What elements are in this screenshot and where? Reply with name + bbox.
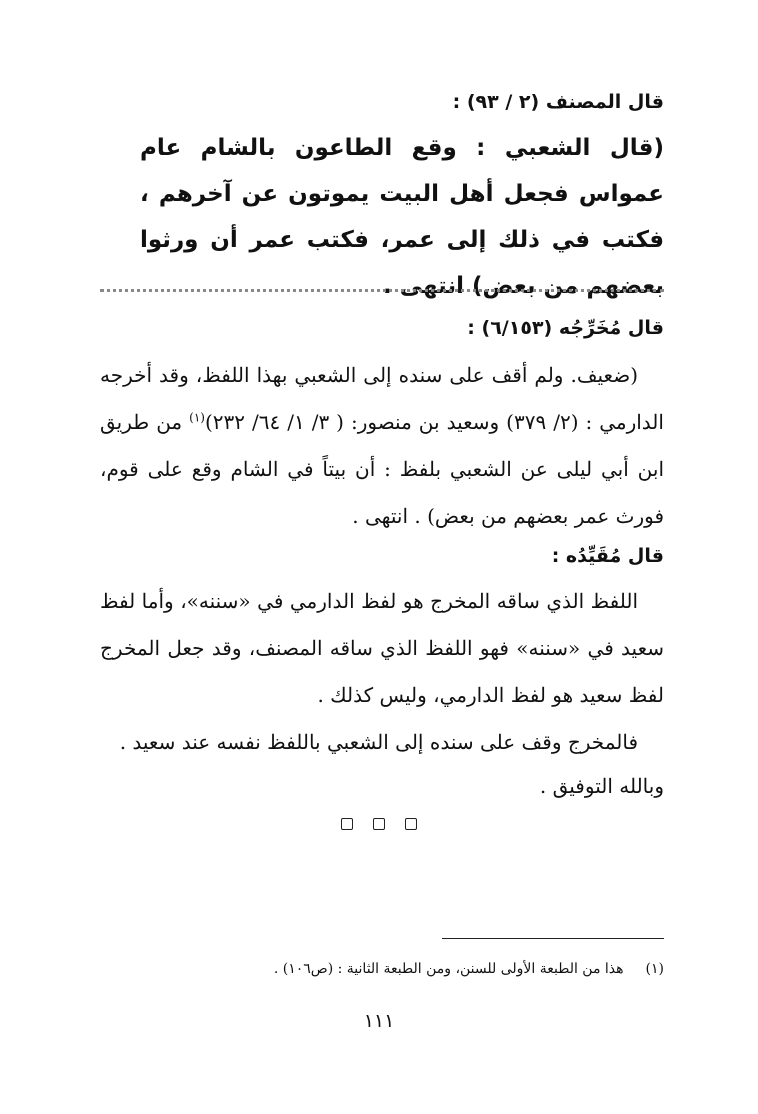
square-ornament-icon — [405, 818, 417, 830]
author-heading: قال المصنف (٢ / ٩٣) : — [452, 91, 664, 113]
mukharrij-text-part2: من طريق ابن أبي ليلى عن الشعبي بلفظ : أن بيتاً في الشام وقع على قوم، فورث عمر بعضهم من بعض) . انتهى . — [100, 410, 664, 528]
footnote-separator — [442, 938, 664, 939]
footnote-text: هذا من الطبعة الأولى للسنن، ومن الطبعة الثانية : (ص١٠٦) . — [273, 961, 624, 977]
muqayyid-heading: قال مُقَيِّدُه : — [551, 545, 664, 567]
muqayyid-paragraph-1: اللفظ الذي ساقه المخرج هو لفظ الدارمي في «سننه»، وأما لفظ سعيد في «سننه» فهو اللفظ الذي ساقه المصنف، وقد جعل المخرج لفظ سعيد هو لفظ الدارمي، وليس كذلك . — [100, 589, 664, 707]
closing-line: وبالله التوفيق . — [539, 774, 664, 798]
mukharrij-paragraph — [100, 352, 664, 540]
footnote-number: (١) — [645, 961, 664, 977]
section-ornament — [0, 818, 758, 830]
section-divider — [100, 289, 664, 292]
footnote — [100, 958, 664, 980]
muqayyid-paragraph-2: فالمخرج وقف على سنده إلى الشعبي باللفظ نفسه عند سعيد . — [119, 730, 638, 754]
muqayyid-body — [100, 578, 664, 806]
square-ornament-icon — [341, 818, 353, 830]
page-number: ١١١ — [363, 1010, 395, 1032]
mukharrij-text-part1: (ضعيف. ولم أقف على سنده إلى الشعبي بهذا اللفظ، وقد أخرجه الدارمي : (٢/ ٣٧٩) وسعيد بن منصور: ( ٣/ ١/ ٦٤/ ٢٣٢) — [100, 363, 664, 434]
mukharrij-heading: قال مُخَرِّجُه (٦/١٥٣) : — [467, 317, 664, 339]
square-ornament-icon — [373, 818, 385, 830]
footnote-reference[interactable]: (١) — [189, 410, 205, 425]
author-quote: (قال الشعبي : وقع الطاعون بالشام عام عمواس فجعل أهل البيت يموتون عن آخرهم ، فكتب في ذلك إلى عمر، فكتب عمر أن ورثوا بعضهم من بعض) انتهى . — [140, 135, 664, 299]
